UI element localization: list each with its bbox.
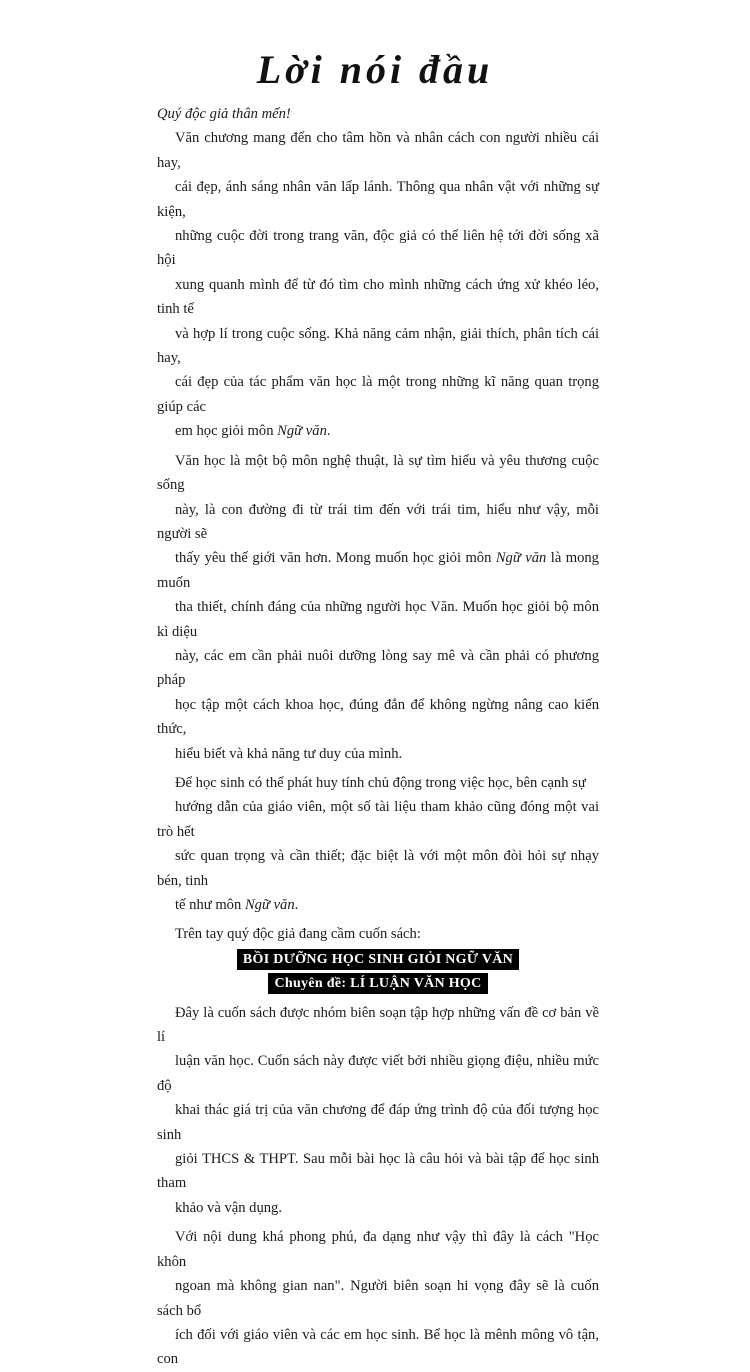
- preface-body: [157, 102, 599, 1372]
- text-line: hướng dẫn của giáo viên, một số tài liệu tham khảo cũng đóng một vai trò hết: [157, 799, 599, 840]
- text-line: cái đẹp, ánh sáng nhân văn lấp lánh. Thông qua nhân vật với những sự kiện,: [157, 179, 599, 220]
- greeting: Quý độc giả thân mến!: [157, 106, 291, 122]
- book-title: BỒI DƯỠNG HỌC SINH GIỎI NGỮ VĂN: [237, 949, 519, 970]
- text-line: tha thiết, chính đáng của những người học Văn. Muốn học giỏi bộ môn kì diệu: [157, 599, 599, 640]
- subject-name: Ngữ văn: [277, 423, 327, 440]
- text-line: giỏi THCS & THPT. Sau mỗi bài học là câu hỏi và bài tập để học sinh tham: [157, 1151, 599, 1192]
- book-subtitle: Chuyên đề: LÍ LUẬN VĂN HỌC: [268, 973, 487, 994]
- paragraph-2: [157, 449, 599, 766]
- text-line: này, các em cần phải nuôi dưỡng lòng say mê và cần phải có phương pháp: [157, 647, 599, 689]
- text-line: và hợp lí trong cuộc sống. Khả năng cảm nhận, giải thích, phân tích cái hay,: [157, 325, 599, 367]
- subject-name: Ngữ văn: [244, 897, 295, 913]
- text-line: khảo và vận dụng.: [175, 1199, 282, 1216]
- subject-name: Ngữ văn: [495, 550, 547, 567]
- text-fragment: em học giỏi môn: [175, 423, 278, 440]
- text-line: [157, 546, 599, 595]
- text-fragment: thấy yêu thế giới văn hơn. Mong muốn học giỏi môn: [175, 550, 496, 567]
- text-line: Đây là cuốn sách được nhóm biên soạn tập hợp những vấn đề cơ bản về lí: [157, 1004, 599, 1046]
- paragraph-5: [157, 1001, 599, 1221]
- paragraph-4: [157, 922, 599, 946]
- text-line: học tập một cách khoa học, đúng đắn để không ngừng nâng cao kiến thức,: [157, 696, 599, 738]
- text-fragment: .: [326, 423, 331, 440]
- text-fragment: là mong muốn: [157, 550, 599, 591]
- text-line: Trên tay quý độc giả đang cầm cuốn sách:: [175, 926, 421, 943]
- text-line: [157, 419, 599, 443]
- paragraph-1: [157, 126, 599, 443]
- text-line: sức quan trọng và cần thiết; đặc biệt là với một môn đòi hỏi sự nhạy bén, tinh: [157, 848, 599, 889]
- text-line: này, là con đường đi từ trái tim đến với trái tim, hiểu như vậy, mỗi người sẽ: [157, 501, 599, 542]
- text-line: hiểu biết và khả năng tư duy của mình.: [175, 745, 403, 762]
- text-line: Văn học là một bộ môn nghệ thuật, là sự tìm hiểu và yêu thương cuộc sống: [157, 452, 599, 494]
- text-line: Văn chương mang đến cho tâm hồn và nhân cách con người nhiều cái hay,: [157, 130, 599, 171]
- text-line: những cuộc đời trong trang văn, độc giả có thể liên hệ tới đời sống xã hội: [157, 228, 599, 269]
- text-line: ngoan mà không gian nan". Người biên soạn hi vọng đây sẽ là cuốn sách bổ: [157, 1278, 599, 1319]
- text-line: cái đẹp của tác phẩm văn học là một trong những kĩ năng quan trọng giúp các: [157, 374, 599, 415]
- page-title: Lời nói đầu: [256, 47, 494, 92]
- text-line: ích đối với giáo viên và các em học sinh. Bể học là mênh mông vô tận, con: [157, 1326, 599, 1368]
- paragraph-6: [157, 1225, 599, 1371]
- book-subtitle-banner: [157, 971, 599, 995]
- text-fragment: .: [294, 897, 299, 913]
- book-title-banner: [157, 947, 599, 971]
- text-line: Để học sinh có thể phát huy tính chủ động trong việc học, bên cạnh sự: [175, 774, 586, 791]
- paragraph-3: [157, 771, 599, 917]
- text-line: luận văn học. Cuốn sách này được viết bởi nhiều giọng điệu, nhiều mức độ: [157, 1053, 599, 1094]
- text-line: [157, 893, 599, 917]
- text-line: Với nội dung khá phong phú, đa dạng như vậy thì đây là cách "Học khôn: [157, 1229, 599, 1270]
- text-fragment: tế như môn: [175, 897, 245, 913]
- text-line: xung quanh mình để từ đó tìm cho mình những cách ứng xử khéo léo, tinh tế: [157, 276, 599, 318]
- text-line: khai thác giá trị của văn chương để đáp ứng trình độ của đối tượng học sinh: [157, 1102, 599, 1143]
